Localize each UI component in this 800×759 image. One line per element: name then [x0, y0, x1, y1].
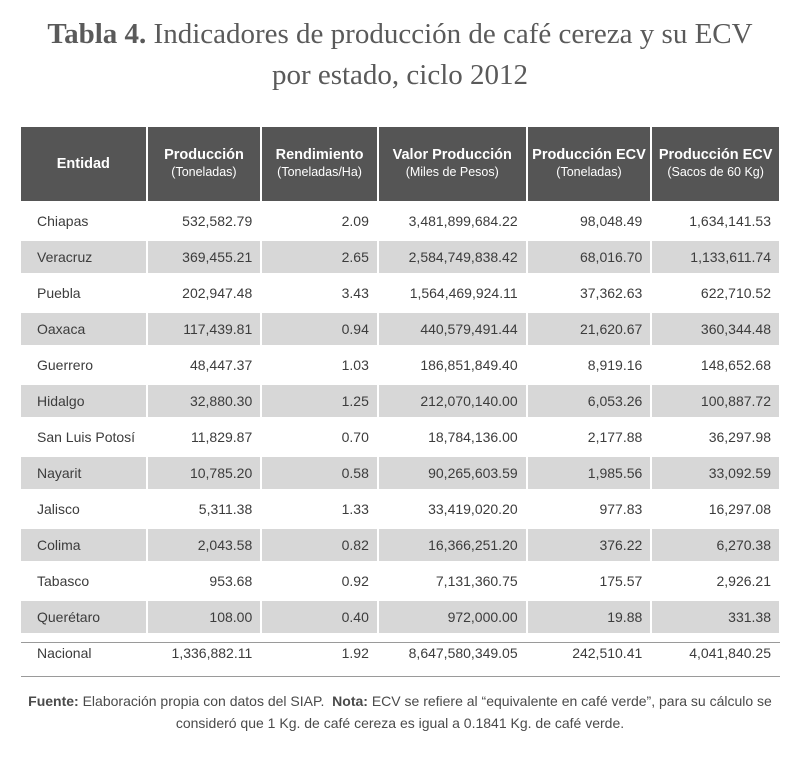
state-name-cell: Guerrero: [37, 357, 94, 373]
table-row: [21, 421, 779, 453]
value-cell: 376.22: [528, 529, 651, 561]
column-header-unit: (Toneladas): [556, 165, 622, 179]
column-header-title: Rendimiento: [275, 147, 364, 163]
table-row: [21, 241, 779, 273]
value-cell: 117,439.81: [148, 313, 261, 345]
state-name-cell: Chiapas: [37, 213, 89, 229]
column-header: [21, 127, 146, 201]
value-cell: 11,829.87: [191, 429, 253, 445]
value-cell: 532,582.79: [182, 213, 253, 229]
value-cell: 242,510.41: [572, 645, 643, 661]
value-cell: 3.43: [341, 285, 369, 301]
value-cell: 1.25: [262, 385, 377, 417]
value-cell: 1,133,611.74: [652, 241, 779, 273]
value-cell: 36,297.98: [708, 429, 771, 445]
value-cell: 0.70: [341, 429, 369, 445]
value-cell: 16,366,251.20: [379, 529, 526, 561]
value-cell: 1,336,882.11: [171, 645, 253, 661]
value-cell: 953.68: [209, 573, 253, 589]
value-cell: 2,177.88: [587, 429, 643, 445]
value-cell: 90,265,603.59: [379, 457, 526, 489]
column-header-unit: (Sacos de 60 Kg): [667, 165, 764, 179]
table-row: [21, 277, 779, 309]
bottom-divider: [21, 676, 780, 677]
column-header: [379, 127, 526, 201]
column-header: [262, 127, 377, 201]
value-cell: 1,634,141.53: [689, 213, 771, 229]
value-cell: 2.65: [262, 241, 377, 273]
value-cell: 48,447.37: [189, 357, 253, 373]
value-cell: 37,362.63: [579, 285, 643, 301]
value-cell: 10,785.20: [148, 457, 261, 489]
value-cell: 369,455.21: [148, 241, 261, 273]
state-name-cell: Veracruz: [21, 241, 146, 273]
table-label: Tabla 4.: [47, 18, 147, 50]
state-name-cell: San Luis Potosí: [37, 429, 136, 445]
value-cell: 2.09: [341, 213, 369, 229]
value-cell: 108.00: [148, 601, 261, 633]
total-divider: [21, 642, 780, 643]
value-cell: 1.33: [341, 501, 369, 517]
value-cell: 212,070,140.00: [379, 385, 526, 417]
source-label: Fuente:: [28, 693, 79, 709]
table-row: [21, 313, 779, 345]
table-body: [21, 205, 779, 669]
value-cell: 4,041,840.25: [689, 645, 771, 661]
value-cell: 18,784,136.00: [428, 429, 518, 445]
source-text: Elaboración propia con datos del SIAP.: [82, 693, 325, 709]
note-label: Nota:: [332, 693, 368, 709]
table-row: [21, 601, 779, 633]
value-cell: 68,016.70: [528, 241, 651, 273]
column-header-unit: (Toneladas): [171, 165, 237, 179]
value-cell: 977.83: [599, 501, 643, 517]
value-cell: 148,652.68: [700, 357, 771, 373]
value-cell: 360,344.48: [652, 313, 779, 345]
table-row: [21, 565, 779, 597]
value-cell: 1.92: [341, 645, 369, 661]
value-cell: 6,270.38: [652, 529, 779, 561]
value-cell: 8,647,580,349.05: [408, 645, 518, 661]
column-header-title: Producción ECV: [532, 147, 646, 163]
production-table: [19, 123, 781, 673]
column-header-title: Valor Producción: [392, 147, 512, 163]
state-name-cell: Oaxaca: [21, 313, 146, 345]
footnote: [25, 690, 775, 734]
column-header: [652, 127, 779, 201]
table-row: [21, 349, 779, 381]
value-cell: 16,297.08: [708, 501, 771, 517]
state-name-cell: Puebla: [37, 285, 81, 301]
title-text: Indicadores de producción de café cereza y su ECV: [153, 18, 753, 50]
value-cell: 440,579,491.44: [379, 313, 526, 345]
value-cell: 0.58: [262, 457, 377, 489]
table-row: [21, 457, 779, 489]
value-cell: 7,131,360.75: [435, 573, 518, 589]
value-cell: 0.40: [262, 601, 377, 633]
table-row: [21, 205, 779, 237]
note-text: ECV se refiere al “equivalente en café verde”, para su cálculo se consideró que 1 Kg. de café cereza es igual a 0.1841 Kg. de café verde.: [175, 693, 772, 731]
column-header-unit: (Miles de Pesos): [405, 165, 499, 179]
value-cell: 2,584,749,838.42: [379, 241, 526, 273]
state-name-cell: Tabasco: [37, 573, 90, 589]
column-header: [148, 127, 261, 201]
value-cell: 98,048.49: [579, 213, 643, 229]
state-name-cell: Hidalgo: [21, 385, 146, 417]
state-name-cell: Nacional: [37, 645, 92, 661]
table-row: [21, 385, 779, 417]
table-row: [21, 493, 779, 525]
value-cell: 331.38: [652, 601, 779, 633]
table-row: [21, 529, 779, 561]
column-header-unit: (Toneladas/Ha): [277, 165, 362, 179]
state-name-cell: Jalisco: [37, 501, 80, 517]
table-title: [0, 14, 800, 96]
title-line-2: por estado, ciclo 2012: [271, 59, 529, 91]
value-cell: 0.92: [341, 573, 369, 589]
value-cell: 33,092.59: [652, 457, 779, 489]
column-header-title: Entidad: [56, 155, 110, 172]
value-cell: 32,880.30: [148, 385, 261, 417]
state-name-cell: Nayarit: [21, 457, 146, 489]
value-cell: 19.88: [528, 601, 651, 633]
value-cell: 0.82: [262, 529, 377, 561]
value-cell: 175.57: [599, 573, 643, 589]
value-cell: 100,887.72: [652, 385, 779, 417]
value-cell: 202,947.48: [182, 285, 253, 301]
value-cell: 2,926.21: [716, 573, 771, 589]
value-cell: 8,919.16: [587, 357, 643, 373]
value-cell: 0.94: [262, 313, 377, 345]
column-header-title: Producción ECV: [658, 147, 773, 163]
state-name-cell: Colima: [21, 529, 146, 561]
value-cell: 1,985.56: [528, 457, 651, 489]
state-name-cell: Querétaro: [21, 601, 146, 633]
value-cell: 6,053.26: [528, 385, 651, 417]
value-cell: 21,620.67: [528, 313, 651, 345]
value-cell: 972,000.00: [379, 601, 526, 633]
value-cell: 622,710.52: [700, 285, 771, 301]
column-header-title: Producción: [164, 147, 244, 163]
header-row: [21, 127, 779, 201]
value-cell: 2,043.58: [148, 529, 261, 561]
value-cell: 3,481,899,684.22: [408, 213, 518, 229]
value-cell: 33,419,020.20: [428, 501, 518, 517]
value-cell: 1,564,469,924.11: [409, 285, 518, 301]
value-cell: 1.03: [341, 357, 369, 373]
value-cell: 5,311.38: [198, 501, 253, 517]
column-header: [528, 127, 651, 201]
value-cell: 186,851,849.40: [420, 357, 518, 373]
